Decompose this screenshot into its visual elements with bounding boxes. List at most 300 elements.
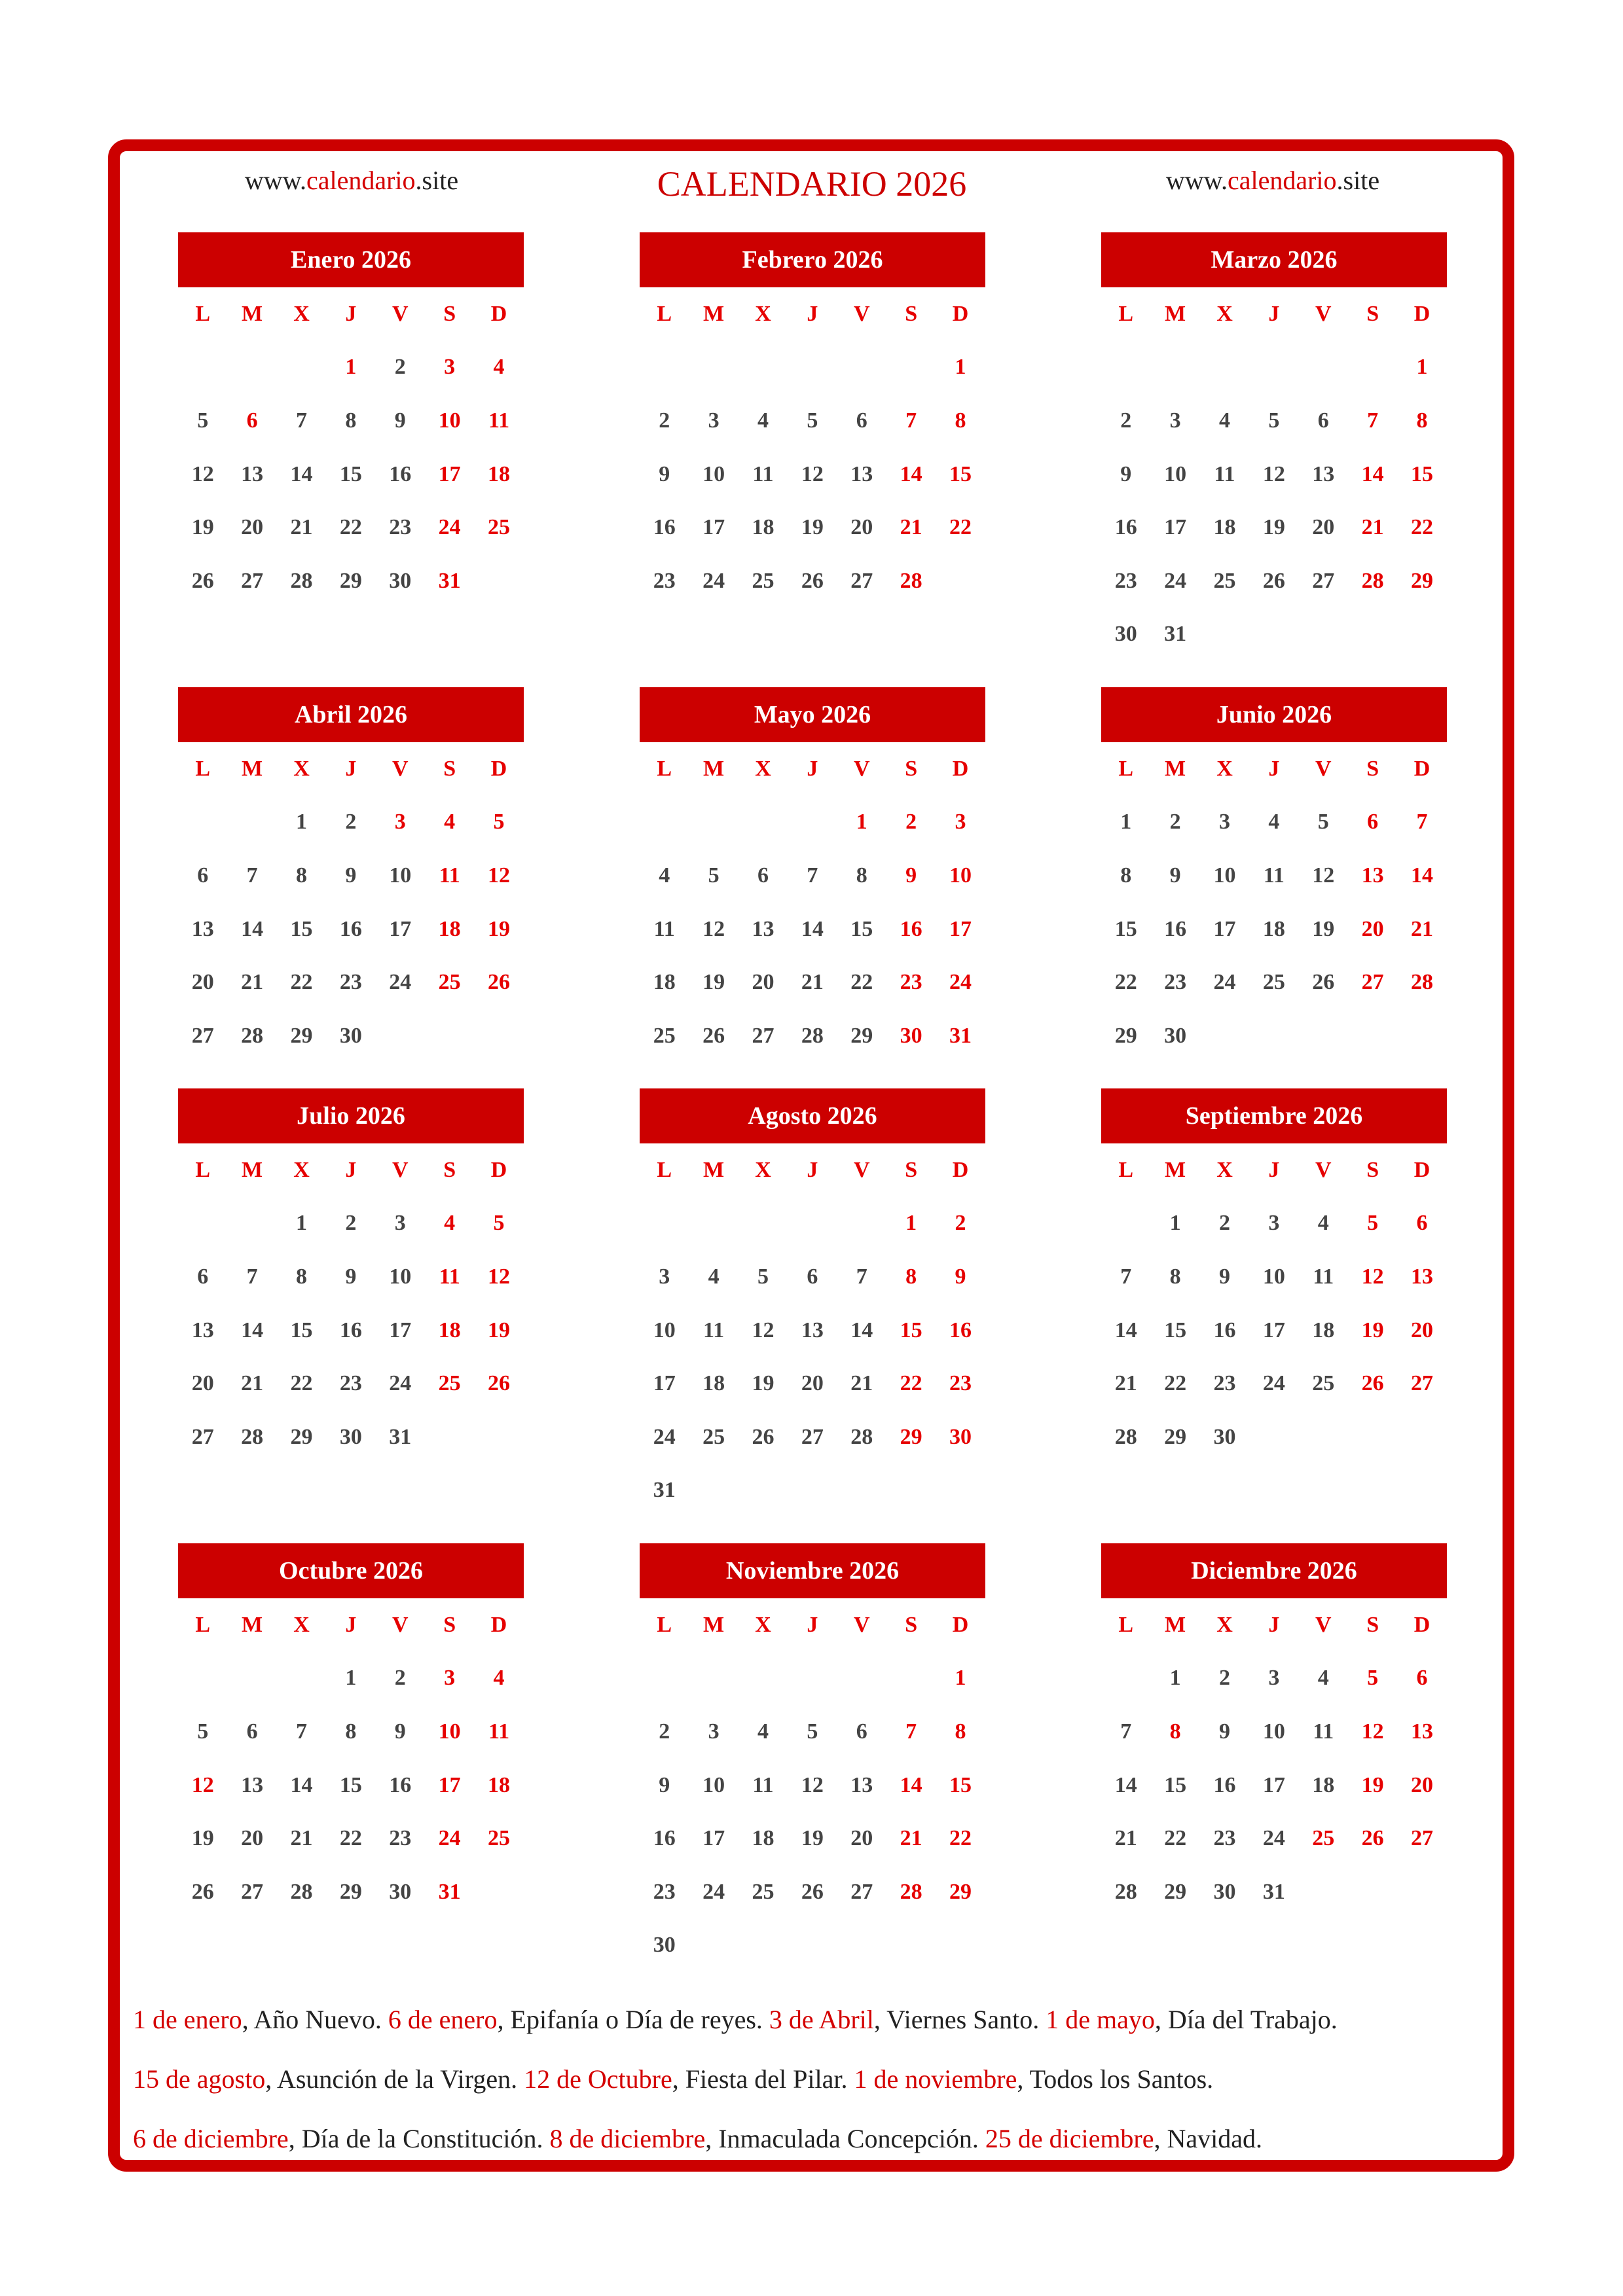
day-cell: 3 xyxy=(1268,1211,1280,1236)
day-cell-red: 20 xyxy=(1361,916,1384,941)
day-cell: 13 xyxy=(241,1772,264,1797)
day-cell: 10 xyxy=(702,461,725,486)
day-cell-red: 3 xyxy=(955,810,966,834)
day-cell: 23 xyxy=(1164,970,1187,995)
day-cell-red: 21 xyxy=(1361,515,1384,540)
day-cell: 15 xyxy=(339,1772,362,1797)
day-cell: 30 xyxy=(1114,622,1137,647)
day-cell: 30 xyxy=(653,1933,676,1958)
day-cell: 10 xyxy=(653,1318,676,1342)
empty-cell xyxy=(1101,1197,1150,1251)
month-title: Octubre 2026 xyxy=(178,1543,524,1598)
day-cell: 20 xyxy=(1312,515,1335,540)
day-cell: 2 xyxy=(1218,1211,1230,1236)
day-cell: 17 xyxy=(653,1371,676,1396)
day-cell: 18 xyxy=(752,515,775,540)
day-cell: 20 xyxy=(191,1371,214,1396)
site-url-right[interactable]: www.calendario.site xyxy=(1165,166,1380,195)
weekday-header: J xyxy=(345,301,357,326)
day-cell: 13 xyxy=(850,1772,873,1797)
day-cell: 26 xyxy=(191,568,214,593)
weekday-header: V xyxy=(853,301,870,326)
month-title: Septiembre 2026 xyxy=(1101,1088,1447,1143)
month-block xyxy=(1101,687,1447,1063)
day-cell: 18 xyxy=(702,1371,725,1396)
weekday-header: D xyxy=(490,301,507,326)
day-cell: 22 xyxy=(850,970,873,995)
day-cell-red: 12 xyxy=(1361,1719,1384,1744)
day-cell: 3 xyxy=(708,1719,720,1744)
weekday-header: S xyxy=(1366,301,1379,326)
day-cell: 14 xyxy=(850,1318,873,1342)
weekday-header: M xyxy=(1165,1157,1186,1182)
day-cell: 24 xyxy=(1262,1826,1285,1851)
day-cell-red: 14 xyxy=(1361,461,1384,486)
day-cell-red: 25 xyxy=(488,515,511,540)
day-cell-red: 17 xyxy=(949,916,972,941)
day-cell-red: 17 xyxy=(438,1772,461,1797)
day-cell: 9 xyxy=(345,863,357,888)
day-cell-red: 14 xyxy=(900,461,922,486)
day-cell: 17 xyxy=(1164,515,1187,540)
empty-cell xyxy=(640,796,689,850)
day-cell: 30 xyxy=(1213,1424,1236,1449)
day-cell: 26 xyxy=(801,1879,824,1904)
day-cell: 4 xyxy=(757,1719,769,1744)
day-cell: 14 xyxy=(241,916,264,941)
day-cell: 16 xyxy=(1213,1318,1236,1342)
empty-cell xyxy=(640,1652,689,1706)
weekday-header: V xyxy=(853,756,870,781)
day-cell: 31 xyxy=(1262,1879,1285,1904)
empty-cell xyxy=(788,341,837,395)
weekday-header: J xyxy=(1268,756,1280,781)
day-cell-red: 1 xyxy=(955,355,966,380)
month-title: Agosto 2026 xyxy=(640,1088,985,1143)
holiday-name: , Inmaculada Concepción. xyxy=(705,2124,985,2153)
day-cell: 24 xyxy=(389,970,412,995)
day-cell-red: 31 xyxy=(949,1023,972,1048)
day-cell-red: 15 xyxy=(900,1318,922,1342)
weekday-header: M xyxy=(242,1157,263,1182)
day-cell: 29 xyxy=(1164,1424,1187,1449)
day-cell: 30 xyxy=(1213,1879,1236,1904)
day-cell: 6 xyxy=(246,1719,258,1744)
holiday-date: 1 de enero xyxy=(133,2005,242,2034)
day-cell-red: 27 xyxy=(1411,1371,1434,1396)
day-cell: 6 xyxy=(197,1264,209,1289)
day-cell: 1 xyxy=(1169,1211,1181,1236)
day-cell: 6 xyxy=(856,408,867,433)
holiday-date: 6 de diciembre xyxy=(133,2124,289,2153)
holiday-date: 25 de diciembre xyxy=(985,2124,1154,2153)
day-cell: 23 xyxy=(1213,1826,1236,1851)
day-cell: 12 xyxy=(1262,461,1285,486)
empty-cell xyxy=(277,1652,326,1706)
day-cell-red: 20 xyxy=(1411,1772,1434,1797)
day-cell: 20 xyxy=(752,970,775,995)
day-cell: 20 xyxy=(241,515,264,540)
day-cell: 22 xyxy=(339,515,362,540)
day-cell: 20 xyxy=(191,970,214,995)
day-cell-red: 11 xyxy=(439,1264,460,1289)
day-cell: 4 xyxy=(1317,1211,1329,1236)
day-cell-red: 24 xyxy=(438,1826,461,1851)
day-cell-red: 22 xyxy=(949,1826,972,1851)
day-cell: 10 xyxy=(389,1264,412,1289)
holiday-name: , Epifanía o Día de reyes. xyxy=(497,2005,769,2034)
day-cell-red: 31 xyxy=(438,568,461,593)
empty-cell xyxy=(689,1197,738,1251)
weekday-header: J xyxy=(807,1157,818,1182)
day-cell: 18 xyxy=(1312,1772,1335,1797)
weekday-header: M xyxy=(703,1612,725,1637)
weekday-header: V xyxy=(1315,1157,1332,1182)
day-cell-red: 9 xyxy=(955,1264,966,1289)
day-cell-red: 7 xyxy=(1416,810,1428,834)
day-cell: 11 xyxy=(1263,863,1285,888)
day-cell: 5 xyxy=(807,408,818,433)
day-cell: 16 xyxy=(389,461,412,486)
day-cell: 14 xyxy=(801,916,824,941)
holiday-name: , Todos los Santos. xyxy=(1017,2064,1214,2094)
day-cell-red: 9 xyxy=(905,863,917,888)
holiday-name: , Año Nuevo. xyxy=(242,2005,388,2034)
day-cell: 3 xyxy=(1268,1666,1280,1691)
day-cell: 21 xyxy=(1114,1371,1137,1396)
day-cell: 5 xyxy=(807,1719,818,1744)
day-cell: 13 xyxy=(191,1318,214,1342)
day-cell-red: 27 xyxy=(1411,1826,1434,1851)
day-cell: 8 xyxy=(1120,863,1132,888)
weekday-header: S xyxy=(1366,756,1379,781)
day-cell-red: 12 xyxy=(1361,1264,1384,1289)
day-cell-red: 8 xyxy=(955,1719,966,1744)
day-cell-red: 13 xyxy=(1411,1719,1434,1744)
weekday-header: M xyxy=(703,301,725,326)
weekday-header: M xyxy=(703,1157,725,1182)
day-cell-red: 3 xyxy=(394,810,406,834)
day-cell-red: 12 xyxy=(488,1264,511,1289)
day-cell: 3 xyxy=(394,1211,406,1236)
day-cell: 5 xyxy=(197,1719,209,1744)
weekday-header: L xyxy=(195,301,211,326)
empty-cell xyxy=(788,1652,837,1706)
day-cell: 1 xyxy=(345,1666,357,1691)
day-cell: 14 xyxy=(290,1772,313,1797)
day-cell: 25 xyxy=(1312,1371,1335,1396)
day-cell: 12 xyxy=(191,461,214,486)
day-cell: 23 xyxy=(653,568,676,593)
day-cell: 27 xyxy=(1312,568,1335,593)
weekday-header: D xyxy=(490,1612,507,1637)
month-grid xyxy=(640,1598,985,1972)
month-grid xyxy=(1101,1143,1447,1464)
day-cell: 23 xyxy=(339,1371,362,1396)
day-cell-red: 15 xyxy=(1411,461,1434,486)
weekday-header: J xyxy=(1268,301,1280,326)
empty-cell xyxy=(1200,341,1249,395)
month-block xyxy=(640,232,985,608)
day-cell: 22 xyxy=(1164,1826,1187,1851)
empty-cell xyxy=(1101,341,1150,395)
day-cell-red: 12 xyxy=(488,863,511,888)
site-url-left[interactable]: www.calendario.site xyxy=(244,166,459,195)
weekday-header: S xyxy=(905,1612,918,1637)
day-cell: 26 xyxy=(752,1424,775,1449)
day-cell: 11 xyxy=(752,461,774,486)
day-cell: 2 xyxy=(659,408,670,433)
day-cell: 3 xyxy=(708,408,720,433)
empty-cell xyxy=(788,796,837,850)
weekday-header: V xyxy=(392,301,409,326)
weekday-header: X xyxy=(1216,1612,1233,1637)
day-cell-red: 25 xyxy=(438,1371,461,1396)
weekday-header: L xyxy=(657,1612,672,1637)
day-cell: 20 xyxy=(850,515,873,540)
day-cell: 5 xyxy=(1317,810,1329,834)
day-cell: 10 xyxy=(389,863,412,888)
holiday-date: 3 de Abril xyxy=(769,2005,874,2034)
day-cell-red: 19 xyxy=(488,1318,511,1342)
day-cell: 8 xyxy=(345,408,357,433)
day-cell: 5 xyxy=(708,863,720,888)
day-cell-red: 14 xyxy=(900,1772,922,1797)
day-cell: 28 xyxy=(801,1023,824,1048)
empty-cell xyxy=(227,1197,276,1251)
weekday-header: J xyxy=(1268,1612,1280,1637)
day-cell-red: 10 xyxy=(949,863,972,888)
day-cell: 19 xyxy=(1312,916,1335,941)
weekday-header: S xyxy=(1366,1612,1379,1637)
day-cell: 29 xyxy=(290,1424,313,1449)
day-cell: 16 xyxy=(1213,1772,1236,1797)
weekday-header: X xyxy=(755,756,771,781)
day-cell-red: 14 xyxy=(1411,863,1434,888)
month-title: Enero 2026 xyxy=(178,232,524,287)
day-cell: 19 xyxy=(752,1371,775,1396)
day-cell: 26 xyxy=(191,1879,214,1904)
day-cell: 27 xyxy=(191,1424,214,1449)
holiday-date: 1 de mayo xyxy=(1046,2005,1155,2034)
weekday-header: M xyxy=(1165,756,1186,781)
day-cell: 21 xyxy=(801,970,824,995)
day-cell: 7 xyxy=(246,863,258,888)
day-cell: 9 xyxy=(345,1264,357,1289)
day-cell: 16 xyxy=(653,515,676,540)
day-cell: 15 xyxy=(290,916,313,941)
day-cell: 17 xyxy=(702,1826,725,1851)
weekday-header: D xyxy=(952,301,969,326)
holiday-line xyxy=(133,2109,1495,2168)
weekday-header: J xyxy=(345,1157,357,1182)
day-cell-red: 16 xyxy=(949,1318,972,1342)
day-cell: 9 xyxy=(1120,461,1132,486)
day-cell: 9 xyxy=(1218,1264,1230,1289)
month-grid xyxy=(178,742,524,1063)
day-cell: 25 xyxy=(653,1023,676,1048)
day-cell-red: 29 xyxy=(949,1879,972,1904)
day-cell-red: 23 xyxy=(949,1371,972,1396)
day-cell: 12 xyxy=(702,916,725,941)
weekday-header: V xyxy=(392,1612,409,1637)
day-cell: 7 xyxy=(1120,1264,1132,1289)
month-block xyxy=(1101,1543,1447,1919)
weekday-header: V xyxy=(1315,301,1332,326)
month-grid xyxy=(640,287,985,608)
weekday-header: L xyxy=(657,1157,672,1182)
empty-cell xyxy=(689,1652,738,1706)
day-cell: 1 xyxy=(1120,810,1132,834)
day-cell: 30 xyxy=(1164,1023,1187,1048)
day-cell-red: 28 xyxy=(1411,970,1434,995)
empty-cell xyxy=(739,1197,788,1251)
weekday-header: X xyxy=(293,1612,310,1637)
day-cell: 6 xyxy=(807,1264,818,1289)
weekday-header: L xyxy=(657,301,672,326)
day-cell-red: 18 xyxy=(488,461,511,486)
empty-cell xyxy=(277,341,326,395)
day-cell: 22 xyxy=(1114,970,1137,995)
weekday-header: J xyxy=(807,1612,818,1637)
day-cell: 29 xyxy=(339,568,362,593)
day-cell: 28 xyxy=(1114,1424,1137,1449)
day-cell: 21 xyxy=(850,1371,873,1396)
day-cell-red: 11 xyxy=(488,1719,510,1744)
day-cell: 5 xyxy=(197,408,209,433)
day-cell-red: 29 xyxy=(900,1424,922,1449)
day-cell: 4 xyxy=(708,1264,720,1289)
day-cell: 24 xyxy=(1262,1371,1285,1396)
day-cell: 10 xyxy=(1213,863,1236,888)
day-cell: 28 xyxy=(290,568,313,593)
empty-cell xyxy=(788,1197,837,1251)
day-cell-red: 26 xyxy=(488,1371,511,1396)
weekday-header: V xyxy=(1315,1612,1332,1637)
month-title: Diciembre 2026 xyxy=(1101,1543,1447,1598)
holiday-date: 8 de diciembre xyxy=(549,2124,706,2153)
empty-cell xyxy=(178,1652,227,1706)
day-cell: 22 xyxy=(290,1371,313,1396)
day-cell: 13 xyxy=(191,916,214,941)
day-cell: 17 xyxy=(1262,1318,1285,1342)
day-cell: 16 xyxy=(1164,916,1187,941)
day-cell-red: 28 xyxy=(900,1879,922,1904)
day-cell: 17 xyxy=(389,916,412,941)
month-block xyxy=(1101,232,1447,661)
day-cell-red: 2 xyxy=(905,810,917,834)
empty-cell xyxy=(1348,341,1397,395)
month-grid xyxy=(178,287,524,608)
day-cell-red: 3 xyxy=(444,1666,456,1691)
day-cell: 2 xyxy=(1120,408,1132,433)
day-cell: 15 xyxy=(290,1318,313,1342)
day-cell: 27 xyxy=(191,1023,214,1048)
day-cell-red: 19 xyxy=(1361,1318,1384,1342)
holiday-name: , Viernes Santo. xyxy=(873,2005,1046,2034)
month-block xyxy=(640,1543,985,1972)
day-cell-red: 5 xyxy=(1367,1666,1379,1691)
day-cell-red: 13 xyxy=(1361,863,1384,888)
day-cell-red: 28 xyxy=(1361,568,1384,593)
weekday-header: X xyxy=(293,756,310,781)
month-title: Mayo 2026 xyxy=(640,687,985,742)
day-cell: 20 xyxy=(801,1371,824,1396)
day-cell: 3 xyxy=(1169,408,1181,433)
day-cell: 17 xyxy=(702,515,725,540)
day-cell: 28 xyxy=(1114,1879,1137,1904)
weekday-header: D xyxy=(490,756,507,781)
day-cell: 30 xyxy=(339,1023,362,1048)
weekday-header: M xyxy=(703,756,725,781)
holiday-list xyxy=(133,1990,1495,2168)
day-cell: 24 xyxy=(389,1371,412,1396)
day-cell: 13 xyxy=(801,1318,824,1342)
day-cell: 5 xyxy=(1268,408,1280,433)
day-cell: 25 xyxy=(752,1879,775,1904)
weekday-header: J xyxy=(807,301,818,326)
empty-cell xyxy=(1299,341,1348,395)
day-cell: 18 xyxy=(752,1826,775,1851)
weekday-header: V xyxy=(1315,756,1332,781)
day-cell: 11 xyxy=(1313,1719,1334,1744)
day-cell: 30 xyxy=(339,1424,362,1449)
month-title: Junio 2026 xyxy=(1101,687,1447,742)
day-cell-red: 1 xyxy=(905,1211,917,1236)
day-cell: 25 xyxy=(752,568,775,593)
holiday-name: , Día de la Constitución. xyxy=(288,2124,550,2153)
day-cell: 6 xyxy=(197,863,209,888)
day-cell: 2 xyxy=(345,1211,357,1236)
day-cell: 1 xyxy=(295,810,307,834)
month-block xyxy=(640,687,985,1063)
weekday-header: L xyxy=(1118,301,1134,326)
holiday-name: , Fiesta del Pilar. xyxy=(672,2064,854,2094)
day-cell: 2 xyxy=(394,355,406,380)
day-cell-red: 22 xyxy=(949,515,972,540)
weekday-header: X xyxy=(755,1157,771,1182)
day-cell-red: 8 xyxy=(1416,408,1428,433)
month-title: Abril 2026 xyxy=(178,687,524,742)
day-cell: 16 xyxy=(653,1826,676,1851)
day-cell-red: 30 xyxy=(949,1424,972,1449)
day-cell-red: 25 xyxy=(438,970,461,995)
day-cell: 31 xyxy=(389,1424,412,1449)
empty-cell xyxy=(886,1652,936,1706)
holiday-name: , Navidad. xyxy=(1154,2124,1263,2153)
day-cell-red: 12 xyxy=(191,1772,214,1797)
day-cell: 31 xyxy=(1164,622,1187,647)
day-cell: 27 xyxy=(850,1879,873,1904)
day-cell: 6 xyxy=(757,863,769,888)
holiday-line xyxy=(133,1990,1495,2049)
empty-cell xyxy=(227,1652,276,1706)
empty-cell xyxy=(739,341,788,395)
weekday-header: D xyxy=(1413,1612,1431,1637)
day-cell: 7 xyxy=(295,1719,307,1744)
day-cell-red: 1 xyxy=(856,810,867,834)
day-cell: 1 xyxy=(1169,1666,1181,1691)
day-cell: 27 xyxy=(241,1879,264,1904)
day-cell: 12 xyxy=(801,461,824,486)
day-cell: 19 xyxy=(1262,515,1285,540)
month-grid xyxy=(640,1143,985,1517)
empty-cell xyxy=(1101,1652,1150,1706)
month-block xyxy=(178,1088,524,1464)
day-cell: 27 xyxy=(850,568,873,593)
month-block xyxy=(178,1543,524,1919)
day-cell: 24 xyxy=(702,568,725,593)
